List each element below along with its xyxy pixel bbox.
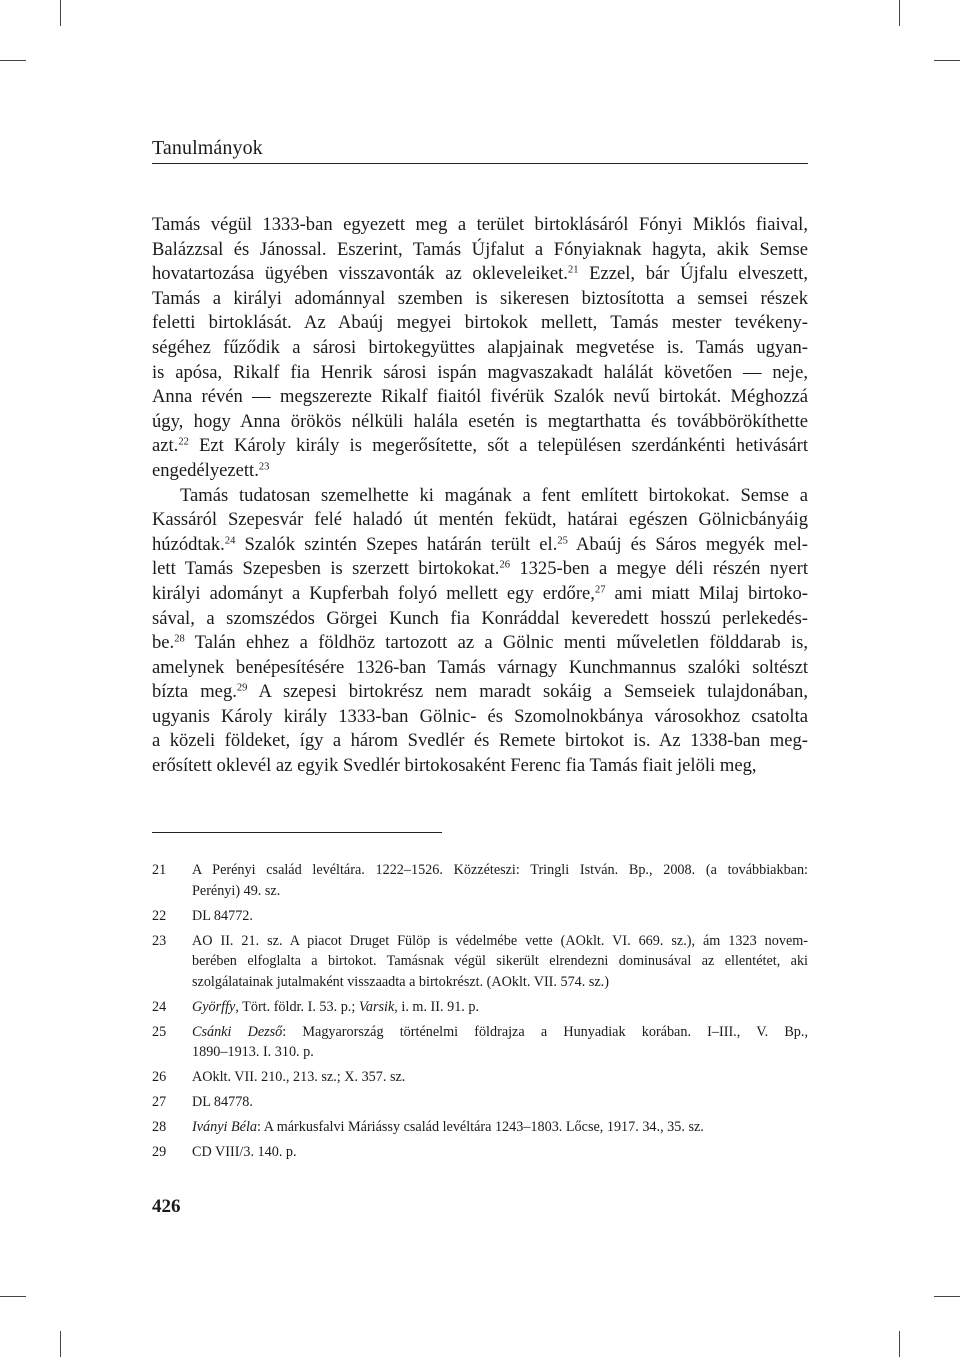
footnote [152,931,808,993]
footnote-number: 23 [152,932,167,949]
text-line: azt.$^{22}$ Ezt Károly király is megerősítette, sőt a településen szerdánkénti hetivásárt [152,435,808,457]
footnote-number: 28 [152,1119,167,1135]
footnotes [152,860,808,1167]
footnote-text [192,1117,808,1138]
footnote-reference: 21 [567,264,579,276]
footnote-line: Györffy, Tört. földr. I. 53. p.; Varsik, i. m. II. 91. p. [192,998,480,1015]
footnote-reference: 22 [178,436,189,448]
footnote [152,1117,808,1138]
footnote-line: A Perényi család levéltára. 1222–1526. Közzéteszi: Tringli István. Bp., 2008. (a továbbiakban: [192,862,808,878]
footnote [152,906,808,927]
footnote-line: AOklt. VII. 210., 213. sz.; X. 357. sz. [192,1069,406,1085]
footnote-number: 22 [152,907,167,924]
footnote-reference: 24 [224,535,236,547]
text-line: ségéhez fűződik a sárosi birtokegyüttes alapjainak megvetése is. Tamás ugyan- [152,336,808,358]
footnote-line: Iványi Béla: A márkusfalvi Máriássy család levéltára 1243–1803. Lőcse, 1917. 34., 35. sz. [192,1119,704,1135]
crop-mark-bottom-left [60,1331,61,1357]
footnote-number: 27 [152,1094,167,1110]
crop-mark-bottom-left-h [0,1296,26,1297]
text-line: Balázzsal és Jánossal. Eszerint, Tamás Újfalut a Fónyiaknak hagyta, akik Semse [152,238,808,260]
footnote-reference: 26 [499,559,510,571]
footnote-line: DL 84778. [192,1094,253,1110]
footnote-reference: 28 [174,633,185,645]
text-line: a közeli földeket, így a három Svedlér és Remete birtokot is. Az 1338-ban meg- [152,730,808,752]
text-line: Kassáról Szepesvár felé haladó út mentén feküdt, határai egészen Gölnicbányáig [152,509,808,531]
crop-mark-top-left [60,0,61,26]
footnote-text [192,1142,808,1163]
footnote-line: Perényi) 49. sz. [192,882,281,899]
footnote-line: Csánki Dezső: Magyarország történelmi földrajza a Hunyadiak korában. I–III., V. Bp., [192,1023,808,1040]
footnote-line: szolgálatainak jutalmaként visszaadta a birtokrészt. (AOklt. VII. 574. sz.) [192,973,609,990]
text-line: feletti birtoklását. Az Abaúj megyei birtokok mellett, Tamás mester tevékeny- [152,312,808,334]
text-line: királyi adományt a Kupferbah folyó mellett egy erdőre,$^{27}$ ami miatt Milaj birtoko- [152,582,808,604]
text-line: lett Tamás Szepesben is szerzett birtokokat.$^{26}$ 1325-ben a megye déli részén nyert [152,558,808,580]
paragraph-2 [152,484,808,779]
paragraph-1 [152,213,808,484]
text-line: bízta meg.$^{29}$ A szepesi birtokrész nem maradt sokáig a Semseiek tulajdonában, [152,681,808,703]
text-line: Anna révén — megszerezte Rikalf fiaitól fivérük Szalók nevű birtokát. Méghozzá [152,386,808,408]
footnote [152,1067,808,1088]
footnote-line: CD VIII/3. 140. p. [192,1144,297,1160]
body-text [152,213,808,779]
page-number: 426 [152,1196,181,1217]
footnote-number: 26 [152,1069,167,1085]
footnote [152,997,808,1018]
crop-mark-top-left-h [0,60,26,61]
footnote-text [192,1022,808,1063]
footnote-reference: 23 [258,461,270,473]
footnote [152,1092,808,1113]
footnote-line: DL 84772. [192,907,253,924]
footnote-text [192,860,808,901]
text-line: húzódtak.$^{24}$ Szalók szintén Szepes határán terült el.$^{25}$ Abaúj és Sáros megyék mel- [152,533,808,555]
text-line: amelynek benépesítésére 1326-ban Tamás várnagy Kunchmannus szalóki soltészt [152,656,808,678]
footnote-reference: 29 [236,682,248,694]
footnote-line: berében elfoglalta a birtokot. Tamásnak végül sikerült elrendezni dominusával az ellentétet, aki [192,953,808,969]
text-line: erősített oklevél az egyik Svedlér birtokosaként Ferenc fia Tamás fiait jelöli meg, [152,755,757,777]
footnote-number: 24 [152,998,167,1015]
text-line: úgy, hogy Anna örökös nélküli halála esetén is megtarthatta és továbbörökíthette [152,410,808,432]
footnote-text [192,906,808,927]
footnote-text [192,1092,808,1113]
footnote [152,1022,808,1063]
text-line: be.$^{28}$ Talán ehhez a földhöz tartozott az a Gölnic menti műveletlen földdarab is, [152,632,808,654]
text-line: Tamás végül 1333-ban egyezett meg a terület birtoklásáról Fónyi Miklós fiaival, [152,214,808,235]
crop-mark-bottom-right-h [934,1296,960,1297]
text-line: sával, a szomszédos Görgei Kunch fia Konráddal keveredett hosszú perlekedés- [152,607,808,629]
footnote-line: 1890–1913. I. 310. p. [192,1044,314,1060]
footnote-number: 29 [152,1144,167,1160]
footnote-number: 21 [152,862,167,878]
text-line: is apósa, Rikalf fia Henrik sárosi ispán magvaszakadt halálát követően — neje, [152,361,808,383]
footnote-reference: 25 [557,535,568,547]
footnote-text [192,1067,808,1088]
crop-mark-top-right [899,0,900,26]
footnote-reference: 27 [594,584,606,596]
text-line: Tamás a királyi adománnyal szemben is sikeresen biztosította a semsei részek [152,287,808,309]
text-line: hovatartozása ügyében visszavonták az okleveleiket.$^{21}$ Ezzel, bár Újfalu elveszett, [152,263,808,285]
footnote-text [192,997,808,1018]
header-rule [152,163,808,164]
footnote-text [192,931,808,993]
section-title: Tanulmányok [152,137,263,159]
crop-mark-bottom-right [899,1331,900,1357]
text-line: Tamás tudatosan szemelhette ki magának a fent említett birtokokat. Semse a [180,484,808,506]
crop-mark-top-right-h [934,60,960,61]
footnote-number: 25 [152,1023,167,1040]
text-line: engedélyezett.$^{23}$ [152,459,270,481]
footnote [152,1142,808,1163]
footnote-line: AO II. 21. sz. A piacot Druget Fülöp is védelmébe vette (AOklt. VI. 669. sz.), ám 1323 novem- [192,932,808,949]
footnote [152,860,808,901]
footnote-rule [152,832,442,833]
text-line: ugyanis Károly király 1333-ban Gölnic- és Szomolnokbánya városokhoz csatolta [152,705,808,727]
